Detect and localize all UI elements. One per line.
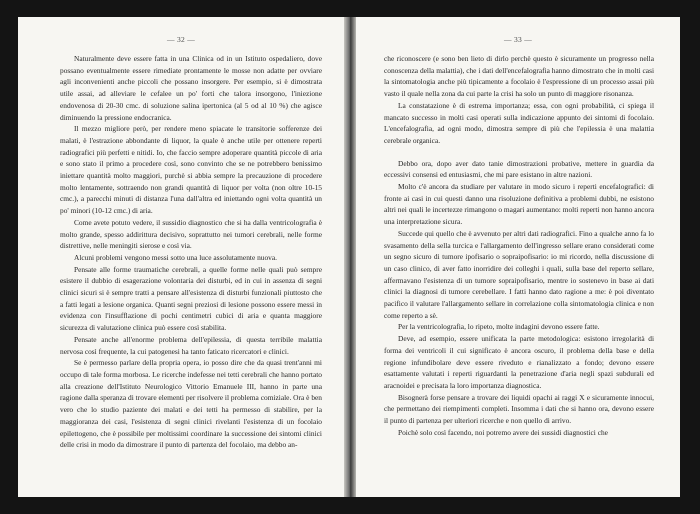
paragraph: Bisognerà forse pensare a trovare dei liquidi opachi ai raggi X e sicuramente innocui, che permettano dei riempimenti completi. Insomma i dati che si hanno ora, devono essere il punto di partenza per ulteriori ricerche e non quello di arrivo.: [384, 392, 654, 426]
paragraph: La constatazione è di estrema importanza; essa, con ogni probabilità, ci spiega il mancato successo in molti casi operati sulla indicazione appunto dei sintomi di focolaio. L'encefalografia, ad ogni modo, dimostra sempre di più che l'epilessia è una malattia cerebrale organica.: [384, 100, 654, 145]
paragraph: Deve, ad esempio, essere unificata la parte metodologica: esistono irregolarità di forma dei ventricoli il cui significato è ancora oscuro, il problema della base e della regione infundibolare deve essere riveduto e rianalizzato a fondo; devono essere esattamente valutati i reperti riguardanti la penetrazione d'aria negli spazi subdurali ed aracnoidei e precisata la loro importanza diagnostica.: [384, 334, 654, 390]
book-gutter: [344, 17, 356, 497]
paragraph: Poichè solo così facendo, noi potremo avere dei sussidi diagnostici che: [398, 427, 608, 437]
page-number-left: — 32 —: [166, 35, 196, 44]
paragraph: Pensate alle forme traumatiche cerebrali, a quelle forme nelle quali può sempre esistere il dubbio di esagerazione volontaria dei disturbi, ed in cui in assenza di segni clinici sicuri si è sempre tratti a pensare all'esistenza di disturbi funzionali piuttosto che a fatti legati a lesione organica. Quanti segni preziosi di lesione possono essere messi in evidenza con l'insufflazione di pochi centimetri cubici di aria e quanta maggiore sicurezza di valutazione clinica può essere così stabilita.: [60, 264, 322, 333]
paragraph: Alcuni problemi vengono messi sotto una luce assolutamente nuova.: [74, 252, 277, 262]
paragraph: Molto c'è ancora da studiare per valutare in modo sicuro i reperti encefalografici: di fronte ai casi in cui questi danno una risoluzione definitiva a problemi dubbi, ne esistono altri nei quali le incertezze rimangono o magari aumentano: molti reperti non hanno ancora una interpretazione sicura.: [384, 182, 654, 227]
right-page: [356, 17, 680, 497]
paragraph: Succede qui quello che è avvenuto per altri dati radiografici. Fino a qualche anno fa lo svasamento della sella turcica e l'allargamento dell'ingresso sellare erano considerati come un segno sicuro di tumore ipofisario o sopraipofisario: io mi ricordo, nella discussione di un caso clinico, di aver fatto inorridire dei colleghi i quali, sulla base del reperto sellare, affermavano l'esistenza di un tumore sopraipofisario, mentre io sostenevo in base ai dati clinici la diagnosi di tumore cerebellare. I fatti hanno dato ragione a me: è poi diventato pacifico il valutare l'allargamento sellare in correlazione colla sintomatologia clinica e non come reperto a sè.: [384, 228, 654, 320]
paragraph: Come avete potuto vedere, il sussidio diagnostico che si ha dalla ventricolografia è molto grande, spesso addirittura decisivo, soprattutto nei tumori cerebrali, nelle forme distrettive, nelle meningiti sierose e così via.: [60, 217, 322, 251]
paragraph: Il mezzo migliore però, per rendere meno spiacate le transitorie sofferenze dei malati, è l'estrazione abbondante di liquor, la quale è anche utile per ottenere reperti radiografici più perfetti e nitidi. Io, che faccio sempre adoperare quantità piccole di aria e sono stato il primo a procedere così, sono convinto che se ne potrebbero benissimo iniettare quantità molto maggiori, purchè si abbia sempre la precauzione di procedere molto lentamente, sottraendo non grandi quantità di liquor per volta (non oltre 10-15 cmc.), a parecchi minuti di distanza l'una dall'altra ed iniettando ogni volta quantità un po' minori (10-12 cmc.) di aria.: [60, 124, 322, 216]
paragraph: Se è permesso parlare della propria opera, io posso dire che da quasi trent'anni mi occupo di tale forma morbosa. Le ricerche indefesse nei tetti cerebrali che hanno portato alla creazione dell'Istituto Neurologico Vittorio Emanuele III, hanno in parte una ragione dalla speranza di trovare elementi per risolvere il problema comiziale. Ora è ben vero che lo studio paziente dei malati e dei tetti ha permesso di stabilire, per la maggioranza dei casi, l'esistenza di segni clinici rivelanti l'esistenza di un focolaio epilettogeno, che è possibile per moltissimi coordinare la successione dei sintomi clinici delle crisi in modo da dimostrare il punto di partenza del focolaio, ma debbo an-: [60, 358, 322, 450]
page-number-right: — 33 —: [503, 35, 533, 44]
left-page: [18, 17, 344, 497]
paragraph: Debbo ora, dopo aver dato tanie dimostrazioni probative, mettere in guardia da eccessivi consensi ed entusiasmi, che mi pare esistano in altre nazioni.: [384, 158, 654, 180]
paragraph: che riconoscere (e sono ben lieto di dirlo perchè questo è sicuramente un progresso nella conoscenza della malattia), che i dati dell'encefalografia hanno dimostrato che in molti casi la sintomatologia anche più tipicamente a focolaio è l'espressione di un processo assai più vasto il quale nella zona da cui parte la crisi ha solo un punto di maggiore risonanza.: [384, 54, 654, 99]
paragraph: Per la ventricolografia, lo ripeto, molte indagini devono essere fatte.: [398, 322, 600, 332]
paragraph: Naturalmente deve essere fatta in una Clinica od in un Istituto ospedaliero, dove possano eventualmente essere rimediate prontamente le mosse non adatte per ovviare agli inconvenienti anche piccoli che possano insorgere. Per esempio, si è dimostrata utile assai, ad alleviare le cefalee un po' forti che talora insorgono, l'iniezione endovenosa di 20-30 cmc. di soluzione salina ipertonica (al 5 od al 10 %) che agisce diminuendo la pressione endocranica.: [60, 54, 322, 122]
paragraph: Pensate anche all'enorme problema dell'epilessia, di questa terribile malattia nervosa così frequente, la cui patogenesi ha tanto faticato ricercatori e clinici.: [60, 334, 322, 356]
